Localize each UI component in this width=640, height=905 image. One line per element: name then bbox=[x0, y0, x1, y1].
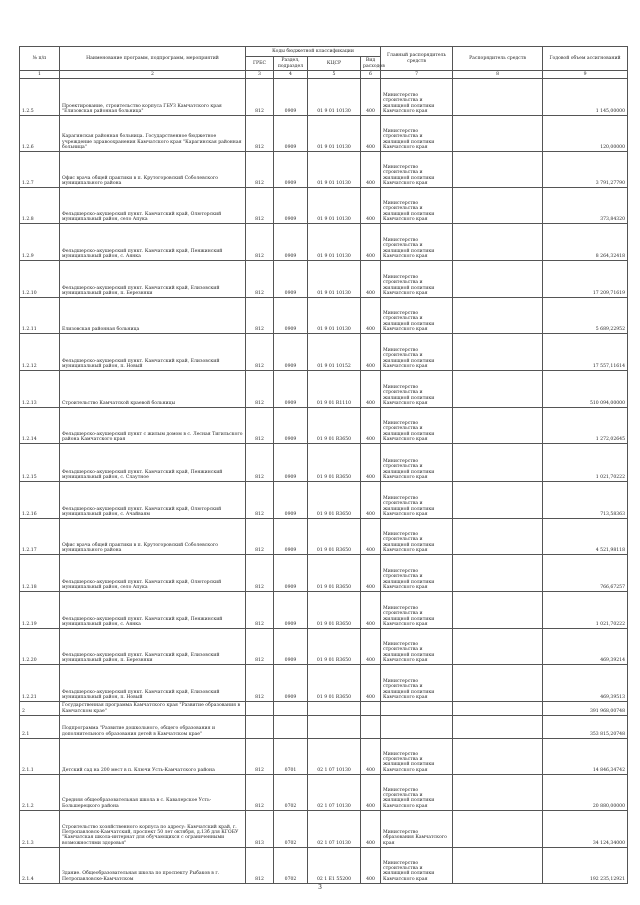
row-main-manager: Министерство строительства и жилищной политики Камчатского края bbox=[381, 188, 453, 224]
row-recipient bbox=[453, 555, 543, 592]
row-main-manager: Министерство строительства и жилищной политики Камчатского края bbox=[381, 408, 453, 444]
row-razdel bbox=[274, 702, 308, 716]
col-header-no: № п/п bbox=[20, 47, 60, 71]
row-recipient bbox=[453, 811, 543, 848]
row-name: Детский сад на 200 мест в п. Ключи Усть-Камчатского района bbox=[60, 739, 246, 775]
row-razdel: 0909 bbox=[274, 519, 308, 555]
row-name: Подпрограмма "Развитие дошкольного, общего образования и дополнительного образования детей в Камчатском крае" bbox=[60, 716, 246, 739]
row-grbs bbox=[246, 702, 274, 716]
row-vr: 400 bbox=[361, 261, 381, 298]
row-name: Государственная программа Камчатского края "Развитие образования в Камчатском крае" bbox=[60, 702, 246, 716]
row-main-manager: Министерство строительства и жилищной политики Камчатского края bbox=[381, 848, 453, 884]
row-vr: 400 bbox=[361, 592, 381, 629]
row-vr: 400 bbox=[361, 775, 381, 811]
row-total: 713,58363 bbox=[543, 482, 628, 519]
row-name: Строительство хозяйственного корпуса по адресу: Камчатский край, г. Петропавловск-Камчатский, проспект 50 лет октября, д.13б для КГОБУ "Камчатская школа-интернат для обучающихся с ограниченными возможностями здоровья" bbox=[60, 811, 246, 848]
table-row bbox=[20, 555, 628, 592]
table-row bbox=[20, 848, 628, 884]
row-name: Здание. Общеобразовательная школа по проспекту Рыбаков в г. Петропавловске-Камчатском bbox=[60, 848, 246, 884]
row-razdel: 0909 bbox=[274, 334, 308, 371]
row-ksr: 01 9 01 10130 bbox=[308, 116, 361, 152]
row-ksr: 01 9 01 R3650 bbox=[308, 555, 361, 592]
row-vr: 400 bbox=[361, 739, 381, 775]
row-vr bbox=[361, 702, 381, 716]
col-number: 7 bbox=[381, 71, 453, 79]
col-number: 1 bbox=[20, 71, 60, 79]
col-header-ksr: КЦСР bbox=[308, 57, 361, 71]
row-vr: 400 bbox=[361, 482, 381, 519]
row-number: 1.2.21 bbox=[20, 665, 60, 702]
table-row bbox=[20, 739, 628, 775]
row-main-manager: Министерство строительства и жилищной политики Камчатского края bbox=[381, 519, 453, 555]
row-ksr: 01 9 01 R3650 bbox=[308, 665, 361, 702]
row-recipient bbox=[453, 444, 543, 482]
row-number: 1.2.15 bbox=[20, 444, 60, 482]
row-main-manager: Министерство строительства и жилищной политики Камчатского края bbox=[381, 444, 453, 482]
row-grbs: 812 bbox=[246, 665, 274, 702]
page-number: 3 bbox=[318, 884, 322, 891]
row-recipient bbox=[453, 371, 543, 408]
row-vr: 400 bbox=[361, 298, 381, 334]
row-vr: 400 bbox=[361, 811, 381, 848]
row-number: 1.2.10 bbox=[20, 261, 60, 298]
row-vr: 400 bbox=[361, 629, 381, 665]
row-number: 1.2.20 bbox=[20, 629, 60, 665]
col-header-grbs: ГРБС bbox=[246, 57, 274, 71]
row-razdel: 0909 bbox=[274, 482, 308, 519]
table-row bbox=[20, 592, 628, 629]
row-razdel: 0909 bbox=[274, 592, 308, 629]
row-razdel: 0909 bbox=[274, 555, 308, 592]
row-number: 1.2.5 bbox=[20, 79, 60, 116]
row-main-manager: Министерство строительства и жилищной политики Камчатского края bbox=[381, 482, 453, 519]
row-recipient bbox=[453, 298, 543, 334]
row-recipient bbox=[453, 702, 543, 716]
row-name: Фельдшерско-акушерский пункт с жилым домом в с. Лесная Тигильского района Камчатского края bbox=[60, 408, 246, 444]
row-name: Фельдшерско-акушерский пункт. Камчатский край, Елизовский муниципальный район, п. Новый bbox=[60, 665, 246, 702]
row-ksr: 01 9 01 R3650 bbox=[308, 444, 361, 482]
row-grbs: 812 bbox=[246, 298, 274, 334]
row-razdel: 0909 bbox=[274, 224, 308, 261]
row-number: 2.1.3 bbox=[20, 811, 60, 848]
table-row bbox=[20, 811, 628, 848]
row-ksr: 02 1 07 10130 bbox=[308, 775, 361, 811]
col-header-name: Наименование программ, подпрограмм, мероприятий bbox=[60, 47, 246, 71]
col-header-recipient: Распорядитель средств bbox=[453, 47, 543, 71]
row-total: 1 021,70222 bbox=[543, 592, 628, 629]
row-total: 8 264,32418 bbox=[543, 224, 628, 261]
row-total: 353 815,20748 bbox=[543, 716, 628, 739]
row-grbs: 812 bbox=[246, 371, 274, 408]
row-vr: 400 bbox=[361, 519, 381, 555]
row-number: 1.2.17 bbox=[20, 519, 60, 555]
row-total: 510 094,00000 bbox=[543, 371, 628, 408]
table-row bbox=[20, 116, 628, 152]
col-number: 6 bbox=[361, 71, 381, 79]
row-total: 14 846,34742 bbox=[543, 739, 628, 775]
row-ksr: 01 9 01 R1110 bbox=[308, 371, 361, 408]
row-vr: 400 bbox=[361, 371, 381, 408]
row-name: Строительство Камчатской краевой больницы bbox=[60, 371, 246, 408]
row-ksr: 01 9 01 R3650 bbox=[308, 482, 361, 519]
row-ksr: 01 9 01 R3650 bbox=[308, 629, 361, 665]
row-total: 5 689,22952 bbox=[543, 298, 628, 334]
table-row bbox=[20, 298, 628, 334]
row-vr: 400 bbox=[361, 408, 381, 444]
row-razdel: 0909 bbox=[274, 79, 308, 116]
row-main-manager: Министерство строительства и жилищной политики Камчатского края bbox=[381, 371, 453, 408]
row-razdel: 0909 bbox=[274, 371, 308, 408]
row-razdel: 0909 bbox=[274, 298, 308, 334]
col-header-total: Годовой объем ассигнований bbox=[543, 47, 628, 71]
row-name: Фельдшерско-акушерский пункт. Камчатский край, Елизовский муниципальный район, п. Березняки bbox=[60, 629, 246, 665]
row-ksr: 01 9 01 10152 bbox=[308, 334, 361, 371]
row-main-manager: Министерство образования Камчатского края bbox=[381, 811, 453, 848]
row-main-manager: Министерство строительства и жилищной политики Камчатского края bbox=[381, 592, 453, 629]
row-total: 1 145,00000 bbox=[543, 79, 628, 116]
row-recipient bbox=[453, 408, 543, 444]
col-header-codes-group: Коды бюджетной классификации bbox=[246, 47, 381, 57]
table-row bbox=[20, 702, 628, 716]
table-row bbox=[20, 444, 628, 482]
row-ksr: 01 9 01 10130 bbox=[308, 79, 361, 116]
row-main-manager: Министерство строительства и жилищной политики Камчатского края bbox=[381, 298, 453, 334]
row-razdel: 0702 bbox=[274, 811, 308, 848]
row-vr: 400 bbox=[361, 444, 381, 482]
row-name: Фельдшерско-акушерский пункт. Камчатский край, Пенжинский муниципальный район, с. Аянка bbox=[60, 592, 246, 629]
row-grbs: 812 bbox=[246, 555, 274, 592]
row-razdel: 0909 bbox=[274, 116, 308, 152]
row-total: 34 124,34000 bbox=[543, 811, 628, 848]
row-razdel: 0701 bbox=[274, 739, 308, 775]
row-recipient bbox=[453, 592, 543, 629]
table-row bbox=[20, 519, 628, 555]
row-razdel: 0909 bbox=[274, 152, 308, 188]
row-grbs: 813 bbox=[246, 811, 274, 848]
row-ksr: 01 9 01 R3650 bbox=[308, 592, 361, 629]
row-recipient bbox=[453, 775, 543, 811]
row-name: Проектирование, строительство корпуса ГБУЗ Камчатского края "Елизовская районная больница" bbox=[60, 79, 246, 116]
row-total: 373,84320 bbox=[543, 188, 628, 224]
row-razdel: 0702 bbox=[274, 848, 308, 884]
row-ksr: 01 9 01 10130 bbox=[308, 224, 361, 261]
row-razdel: 0909 bbox=[274, 261, 308, 298]
row-recipient bbox=[453, 739, 543, 775]
row-razdel: 0909 bbox=[274, 444, 308, 482]
row-number: 1.2.7 bbox=[20, 152, 60, 188]
row-ksr: 01 9 01 10130 bbox=[308, 298, 361, 334]
row-number: 1.2.19 bbox=[20, 592, 60, 629]
row-vr bbox=[361, 716, 381, 739]
table-row bbox=[20, 334, 628, 371]
row-vr: 400 bbox=[361, 848, 381, 884]
row-ksr bbox=[308, 702, 361, 716]
row-grbs bbox=[246, 716, 274, 739]
row-total: 3 791,27790 bbox=[543, 152, 628, 188]
row-razdel: 0909 bbox=[274, 188, 308, 224]
row-total: 17 209,71619 bbox=[543, 261, 628, 298]
row-grbs: 812 bbox=[246, 408, 274, 444]
row-razdel: 0909 bbox=[274, 665, 308, 702]
row-main-manager: Министерство строительства и жилищной политики Камчатского края bbox=[381, 224, 453, 261]
row-recipient bbox=[453, 482, 543, 519]
col-number: 3 bbox=[246, 71, 274, 79]
row-grbs: 812 bbox=[246, 261, 274, 298]
row-number: 1.2.6 bbox=[20, 116, 60, 152]
row-recipient bbox=[453, 716, 543, 739]
row-total: 469,39513 bbox=[543, 665, 628, 702]
row-grbs: 812 bbox=[246, 444, 274, 482]
row-razdel: 0909 bbox=[274, 408, 308, 444]
row-number: 1.2.12 bbox=[20, 334, 60, 371]
row-name: Карагинская районная больница. Государственное бюджетное учреждение здравоохранения Камчатского края "Карагинская районная больница" bbox=[60, 116, 246, 152]
row-vr: 400 bbox=[361, 555, 381, 592]
row-grbs: 812 bbox=[246, 152, 274, 188]
row-vr: 400 bbox=[361, 334, 381, 371]
row-grbs: 812 bbox=[246, 775, 274, 811]
table-row bbox=[20, 188, 628, 224]
row-name: Фельдшерско-акушерский пункт. Камчатский край, Олюторский муниципальный район, село Апука bbox=[60, 188, 246, 224]
row-razdel: 0702 bbox=[274, 775, 308, 811]
table-row bbox=[20, 371, 628, 408]
col-header-vr: Вид расходов bbox=[361, 57, 381, 71]
row-main-manager bbox=[381, 716, 453, 739]
row-number: 1.2.13 bbox=[20, 371, 60, 408]
row-main-manager bbox=[381, 702, 453, 716]
row-main-manager: Министерство строительства и жилищной политики Камчатского края bbox=[381, 665, 453, 702]
row-name: Офис врача общей практики в п. Крутогоровский Соболевского муниципального района bbox=[60, 519, 246, 555]
row-ksr bbox=[308, 716, 361, 739]
row-razdel bbox=[274, 716, 308, 739]
col-number: 8 bbox=[453, 71, 543, 79]
row-name: Фельдшерско-акушерский пункт. Камчатский край, Олюторский муниципальный район, село Апука bbox=[60, 555, 246, 592]
row-ksr: 01 9 01 10130 bbox=[308, 152, 361, 188]
row-number: 2.1 bbox=[20, 716, 60, 739]
row-total: 1 272,02645 bbox=[543, 408, 628, 444]
row-total: 120,00000 bbox=[543, 116, 628, 152]
row-number: 2.1.1 bbox=[20, 739, 60, 775]
row-razdel: 0909 bbox=[274, 629, 308, 665]
row-recipient bbox=[453, 188, 543, 224]
row-number: 1.2.14 bbox=[20, 408, 60, 444]
row-ksr: 01 9 01 R3650 bbox=[308, 519, 361, 555]
row-grbs: 812 bbox=[246, 629, 274, 665]
budget-table bbox=[19, 46, 628, 884]
col-number: 2 bbox=[60, 71, 246, 79]
row-ksr: 01 9 01 10130 bbox=[308, 188, 361, 224]
table-row bbox=[20, 716, 628, 739]
row-main-manager: Министерство строительства и жилищной политики Камчатского края bbox=[381, 775, 453, 811]
row-total: 4 521,98118 bbox=[543, 519, 628, 555]
row-number: 1.2.9 bbox=[20, 224, 60, 261]
row-main-manager: Министерство строительства и жилищной политики Камчатского края bbox=[381, 334, 453, 371]
row-name: Фельдшерско-акушерский пункт. Камчатский край, Пенжинский муниципальный район, с. Аянка bbox=[60, 224, 246, 261]
column-number-row bbox=[20, 71, 628, 79]
row-main-manager: Министерство строительства и жилищной политики Камчатского края bbox=[381, 629, 453, 665]
row-vr: 400 bbox=[361, 152, 381, 188]
row-recipient bbox=[453, 519, 543, 555]
table-row bbox=[20, 261, 628, 298]
table-row bbox=[20, 408, 628, 444]
row-grbs: 812 bbox=[246, 188, 274, 224]
row-grbs: 812 bbox=[246, 592, 274, 629]
table-row bbox=[20, 665, 628, 702]
table-row bbox=[20, 224, 628, 261]
row-grbs: 812 bbox=[246, 79, 274, 116]
row-recipient bbox=[453, 152, 543, 188]
row-recipient bbox=[453, 116, 543, 152]
row-main-manager: Министерство строительства и жилищной политики Камчатского края bbox=[381, 116, 453, 152]
row-ksr: 02 1 07 10130 bbox=[308, 739, 361, 775]
row-main-manager: Министерство строительства и жилищной политики Камчатского края bbox=[381, 261, 453, 298]
row-number: 1.2.16 bbox=[20, 482, 60, 519]
row-main-manager: Министерство строительства и жилищной политики Камчатского края bbox=[381, 79, 453, 116]
col-header-main: Главный распорядитель средств bbox=[381, 47, 453, 71]
table-row bbox=[20, 775, 628, 811]
row-name: Фельдшерско-акушерский пункт. Камчатский край, Олюторский муниципальный район, с. Ачайваям bbox=[60, 482, 246, 519]
row-number: 2.1.2 bbox=[20, 775, 60, 811]
row-recipient bbox=[453, 224, 543, 261]
row-recipient bbox=[453, 629, 543, 665]
row-total: 192 235,12921 bbox=[543, 848, 628, 884]
table-row bbox=[20, 629, 628, 665]
row-name: Фельдшерско-акушерский пункт. Камчатский край, Елизовский муниципальный район, п. Березняки bbox=[60, 261, 246, 298]
row-vr: 400 bbox=[361, 188, 381, 224]
row-recipient bbox=[453, 79, 543, 116]
row-grbs: 812 bbox=[246, 116, 274, 152]
row-number: 1.2.8 bbox=[20, 188, 60, 224]
row-recipient bbox=[453, 848, 543, 884]
row-recipient bbox=[453, 334, 543, 371]
row-recipient bbox=[453, 665, 543, 702]
row-name: Фельдшерско-акушерский пункт. Камчатский край, Пенжинский муниципальный район, с. Слаутное bbox=[60, 444, 246, 482]
row-grbs: 812 bbox=[246, 739, 274, 775]
row-grbs: 812 bbox=[246, 519, 274, 555]
row-number: 2 bbox=[20, 702, 60, 716]
row-number: 2.1.4 bbox=[20, 848, 60, 884]
row-grbs: 812 bbox=[246, 482, 274, 519]
row-vr: 400 bbox=[361, 79, 381, 116]
row-number: 1.2.18 bbox=[20, 555, 60, 592]
row-ksr: 01 9 01 10130 bbox=[308, 261, 361, 298]
row-ksr: 02 1 E1 55200 bbox=[308, 848, 361, 884]
row-grbs: 812 bbox=[246, 334, 274, 371]
row-total: 17 557,11614 bbox=[543, 334, 628, 371]
table-body bbox=[20, 79, 628, 884]
row-vr: 400 bbox=[361, 116, 381, 152]
row-recipient bbox=[453, 261, 543, 298]
row-total: 1 021,70222 bbox=[543, 444, 628, 482]
col-header-razdel: Раздел, подраздел bbox=[274, 57, 308, 71]
row-number: 1.2.11 bbox=[20, 298, 60, 334]
row-total: 766,67257 bbox=[543, 555, 628, 592]
row-name: Елизовская районная больница bbox=[60, 298, 246, 334]
row-ksr: 02 1 07 10130 bbox=[308, 811, 361, 848]
row-name: Средняя общеобразовательная школа в с. Кавалерское Усть-Большерецкого района bbox=[60, 775, 246, 811]
row-total: 469,39214 bbox=[543, 629, 628, 665]
table-row bbox=[20, 152, 628, 188]
row-total: 391 968,00748 bbox=[543, 702, 628, 716]
row-vr: 400 bbox=[361, 224, 381, 261]
row-grbs: 812 bbox=[246, 848, 274, 884]
row-main-manager: Министерство строительства и жилищной политики Камчатского края bbox=[381, 739, 453, 775]
row-name: Фельдшерско-акушерский пункт. Камчатский край, Елизовский муниципальный район, п. Новый bbox=[60, 334, 246, 371]
table-row bbox=[20, 79, 628, 116]
row-grbs: 812 bbox=[246, 224, 274, 261]
row-main-manager: Министерство строительства и жилищной политики Камчатского края bbox=[381, 555, 453, 592]
col-number: 5 bbox=[308, 71, 361, 79]
row-ksr: 01 9 01 R3650 bbox=[308, 408, 361, 444]
row-name: Офис врача общей практики в п. Крутогоровский Соболевского муниципального района bbox=[60, 152, 246, 188]
row-main-manager: Министерство строительства и жилищной политики Камчатского края bbox=[381, 152, 453, 188]
row-total: 20 880,00000 bbox=[543, 775, 628, 811]
col-number: 9 bbox=[543, 71, 628, 79]
table-row bbox=[20, 482, 628, 519]
col-number: 4 bbox=[274, 71, 308, 79]
row-vr: 400 bbox=[361, 665, 381, 702]
